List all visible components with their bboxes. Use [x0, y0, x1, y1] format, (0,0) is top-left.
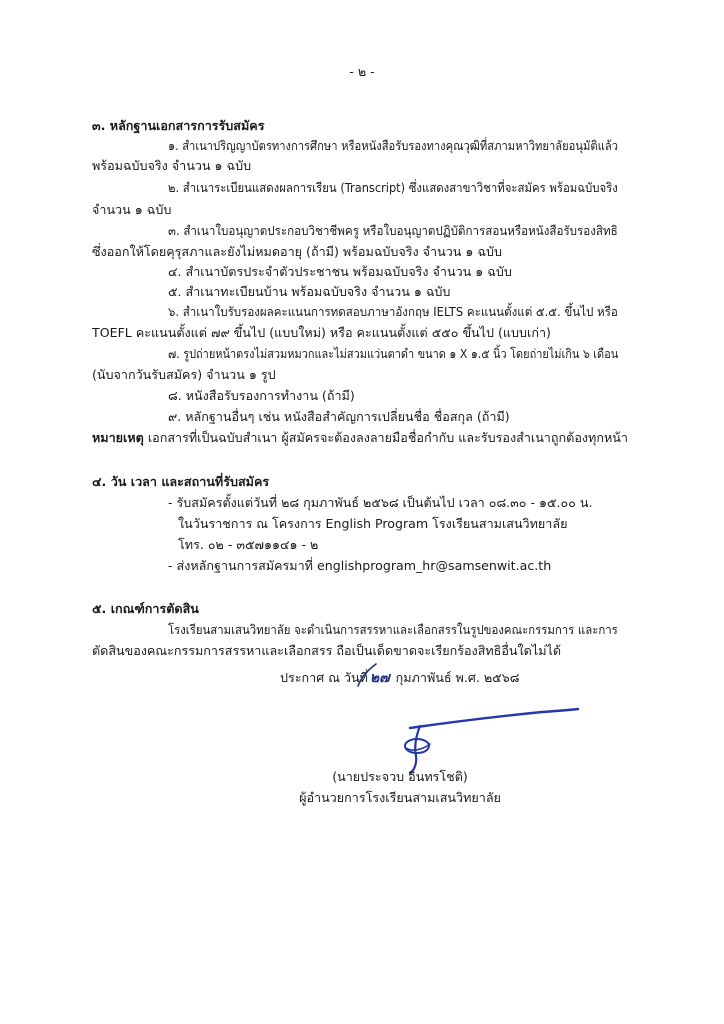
section-5-line-2: ตัดสินของคณะกรรมการสรรหาและเลือกสรร ถือเป็นเด็ดขาดจะเรียกร้องสิทธิอื่นใดไม่ได้: [92, 643, 562, 658]
section-4-line-3: โทร. ๐๒ - ๓๕๗๑๑๔๑ - ๒: [178, 537, 319, 552]
section-4-line-2: ในวันราชการ ณ โครงการ English Program โรงเรียนสามเสนวิทยาลัย: [178, 516, 568, 531]
announcement-date: [280, 670, 519, 686]
line-text: โรงเรียนสามเสนวิทยาลัย จะดำเนินการสรรหาและเลือกสรรในรูปของคณะกรรมการ และการ: [168, 622, 618, 637]
section-3-item-6-line-1: [168, 304, 658, 320]
section-5-line-1: [168, 622, 665, 638]
note-text: เอกสารที่เป็นฉบับสำเนา ผู้สมัครจะต้องลงลายมือชื่อกำกับ และรับรองสำเนาถูกต้องทุกหน้า: [143, 430, 628, 445]
section-4-heading: ๔. วัน เวลา และสถานที่รับสมัคร: [92, 474, 270, 489]
line-text: ๗. รูปถ่ายหน้าตรงไม่สวมหมวกและไม่สวมแว่นตาดำ ขนาด ๑ X ๑.๕ นิ้ว โดยถ่ายไม่เกิน ๖ เดือน: [168, 346, 619, 361]
section-3-item-9: ๙. หลักฐานอื่นๆ เช่น หนังสือสำคัญการเปลี่ยนชื่อ ชื่อสกุล (ถ้ามี): [168, 409, 510, 424]
section-3-note: [92, 430, 628, 446]
announcement-suffix: กุมภาพันธ์ พ.ศ. ๒๕๖๘: [391, 670, 520, 685]
section-3-item-3-line-1: [168, 223, 656, 239]
section-5-heading: ๕. เกณฑ์การตัดสิน: [92, 601, 199, 616]
line-text: ๓. สำเนาใบอนุญาตประกอบวิชาชีพครู หรือใบอนุญาตปฏิบัติการสอนหรือหนังสือรับรองสิทธิ: [168, 223, 618, 238]
section-3-item-1-line-2: พร้อมฉบับจริง จำนวน ๑ ฉบับ: [92, 158, 252, 173]
page-number: - ๒ -: [349, 64, 375, 79]
section-3-item-5: ๕. สำเนาทะเบียนบ้าน พร้อมฉบับจริง จำนวน ๑ ฉบับ: [168, 284, 451, 299]
section-3-item-2-line-1: [168, 180, 666, 196]
line-text: ๖. สำเนาใบรับรองผลคะแนนการทดสอบภาษาอังกฤษ IELTS คะแนนตั้งแต่ ๕.๕. ขึ้นไป หรือ: [168, 304, 618, 319]
section-3-item-3-line-2: ซึ่งออกให้โดยคุรุสภาและยังไม่หมดอายุ (ถ้ามี) พร้อมฉบับจริง จำนวน ๑ ฉบับ: [92, 244, 502, 259]
line-text: ๑. สำเนาปริญญาบัตรทางการศึกษา หรือหนังสือรับรองทางคุณวุฒิที่สภามหาวิทยาลัยอนุมัติแล้ว: [168, 138, 618, 153]
section-3-item-4: ๔. สำเนาบัตรประจำตัวประชาชน พร้อมฉบับจริง จำนวน ๑ ฉบับ: [168, 264, 512, 279]
section-3-item-2-line-2: จำนวน ๑ ฉบับ: [92, 202, 172, 217]
section-4-line-1: - รับสมัครตั้งแต่วันที่ ๒๘ กุมภาพันธ์ ๒๕๖๘ เป็นต้นไป เวลา ๐๘.๓๐ - ๑๕.๐๐ น.: [168, 495, 593, 510]
section-3-heading: ๓. หลักฐานเอกสารการรับสมัคร: [92, 118, 265, 133]
signatory-position: ผู้อำนวยการโรงเรียนสามเสนวิทยาลัย: [299, 790, 501, 805]
note-label: หมายเหตุ: [92, 430, 144, 445]
date-handwriting-stroke-icon: [352, 662, 382, 688]
line-text: ๒. สำเนาระเบียนแสดงผลการเรียน (Transcript) ซึ่งแสดงสาขาวิชาที่จะสมัคร พร้อมฉบับจริง: [168, 180, 618, 195]
announcement-prefix: ประกาศ ณ วันที่: [280, 670, 368, 685]
section-4-line-4: - ส่งหลักฐานการสมัครมาที่ englishprogram_hr@samsenwit.ac.th: [168, 558, 552, 573]
announcement-day: ๒๗: [369, 670, 390, 686]
section-3-item-8: ๘. หนังสือรับรองการทำงาน (ถ้ามี): [168, 388, 355, 403]
section-3-item-7-line-1: [168, 346, 686, 362]
signatory-name: (นายประจวบ อินทรโชติ): [332, 769, 468, 784]
section-3-item-7-line-2: (นับจากวันรับสมัคร) จำนวน ๑ รูป: [92, 367, 276, 382]
section-3-item-6-line-2: TOEFL คะแนนตั้งแต่ ๗๙ ขึ้นไป (แบบใหม่) หรือ คะแนนตั้งแต่ ๕๕๐ ขึ้นไป (แบบเก่า): [92, 325, 551, 340]
section-3-item-1-line-1: [168, 138, 675, 154]
signature-icon: [392, 706, 592, 778]
